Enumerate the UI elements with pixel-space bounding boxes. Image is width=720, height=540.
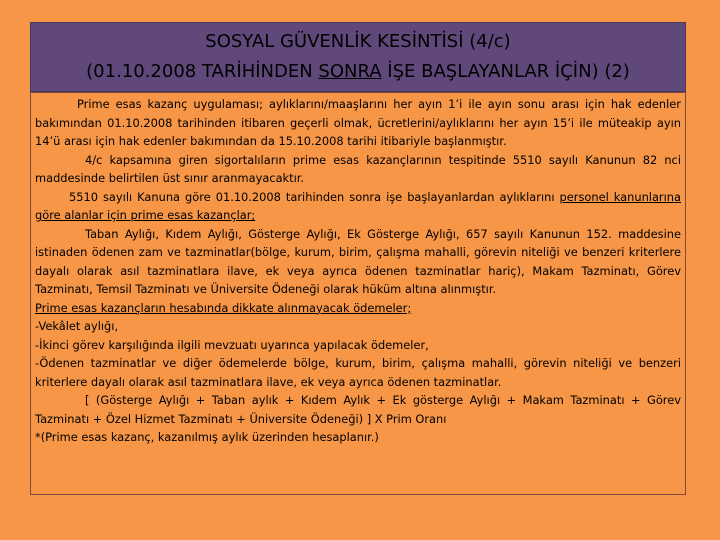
paragraph-5510-underlined: personel kanunlarına göre alanlar için prime esas kazançlar;	[35, 189, 681, 222]
subtitle-emphasis: SONRA	[318, 61, 382, 82]
title-box	[30, 22, 686, 92]
paragraph-4c-kapsam: 4/c kapsamına giren sigortalıların prime esas kazançlarının tespitinde 5510 sayılı Kanunun 82 nci maddesinde belirtilen üst sınır aranmayacaktır.	[35, 152, 681, 185]
paragraph-5510-kanun	[35, 188, 681, 225]
heading-dikkate-alinmayacak: Prime esas kazançların hesabında dikkate alınmayacak ödemeler;	[35, 300, 412, 315]
page-title: SOSYAL GÜVENLİK KESİNTİSİ (4/c)	[205, 31, 511, 52]
page-subtitle	[86, 57, 630, 87]
subtitle-start: (01.10.2008 TARİHİNDEN	[86, 61, 319, 82]
paragraph-5510-text: 5510 sayılı Kanuna göre 01.10.2008 tarihinden sonra işe başlayanlardan aylıklarını	[69, 189, 560, 204]
list-item-vekalet: -Vekâlet aylığı,	[35, 319, 119, 333]
formula: [ (Gösterge Aylığı + Taban aylık + Kıdem Aylık + Ek gösterge Aylığı + Makam Tazminatı + Görev Tazminatı + Özel Hizmet Tazminatı + Üniversite Ödeneği) ] X Prim Oranı	[35, 393, 681, 426]
footnote: *(Prime esas kazanç, kazanılmış aylık üzerinden hesaplanır.)	[35, 430, 379, 444]
list-item-ikinci-gorev: -İkinci görev karşılığında ilgili mevzuatı uyarınca yapılacak ödemeler,	[35, 337, 429, 352]
paragraph-taban-ayligi: Taban Aylığı, Kıdem Aylığı, Gösterge Aylığı, Ek Gösterge Aylığı, 657 sayılı Kanunun 152. maddesine istinaden ödenen zam ve tazminatlar(bölge, kurum, birim, çalışma mahalli, görevin niteliği ve benzeri kriterlere dayalı olarak asıl tazminatlara ilave, ek veya ayrıca ödenen tazminatlar hariç), Makam Tazminatı, Görev Tazminatı, Temsil Tazminatı ve Üniversite Ödeneği olarak hüküm altına alınmıştır.	[35, 226, 681, 296]
subtitle-end: İŞE BAŞLAYANLAR İÇİN) (2)	[381, 61, 630, 82]
list-item-tazminatlar: -Ödenen tazminatlar ve diğer ödemelerde bölge, kurum, birim, çalışma mahalli, görevin niteliği ve benzeri kriterlere dayalı olarak asıl tazminatlara ilave, ek veya ayrıca ödenen tazminatlar.	[35, 356, 681, 389]
content-box	[30, 92, 686, 495]
paragraph-prime-esas-kazanc: Prime esas kazanç uygulaması; aylıklarını/maaşlarını her ayın 1’i ile ayın sonu arası için hak edenler bakımından 01.10.2008 tarihinden itibaren geçerli olmak, ücretlerini/aylıklarını her ayın 15’i ile müteakip ayın 14’ü arası için hak edenler bakımından da 15.10.2008 tarihi itibariyle başlanmıştır.	[35, 97, 681, 148]
